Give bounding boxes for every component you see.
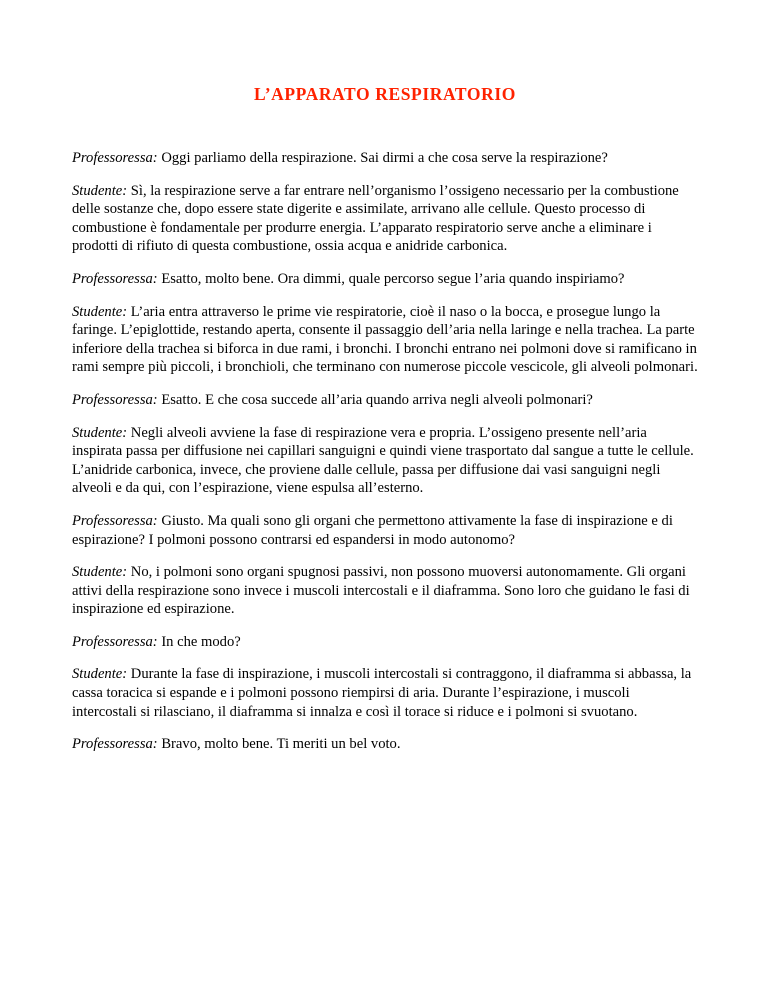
dialogue xyxy=(72,149,698,768)
speaker-label: Studente: xyxy=(72,424,128,441)
dialogue-paragraph xyxy=(72,512,698,549)
paragraph-text: Negli alveoli avviene la fase di respirazione vera e propria. L’ossigeno presente nell’aria inspirata passa per diffusione nei capillari sanguigni e quindi viene trasportato dal sangue a tutte le cellule. L’anidride carbonica, invece, che proviene dalle cellule, passa per diffusione dai vasi sanguigni negli alveoli e da qui, con l’espirazione, viene espulsa all’esterno. xyxy=(72,424,694,497)
speaker-label: Studente: xyxy=(72,182,128,199)
paragraph-text: Esatto. E che cosa succede all’aria quando arriva negli alveoli polmonari? xyxy=(157,391,593,408)
dialogue-paragraph xyxy=(72,303,698,377)
document-title: L’APPARATO RESPIRATORIO xyxy=(254,84,516,104)
speaker-label: Studente: xyxy=(72,303,128,320)
paragraph-text: In che modo? xyxy=(157,633,241,650)
dialogue-paragraph xyxy=(72,149,698,168)
speaker-label: Studente: xyxy=(72,666,128,683)
speaker-label: Professoressa: xyxy=(72,736,158,753)
dialogue-paragraph xyxy=(72,182,698,256)
speaker-label: Studente: xyxy=(72,564,128,581)
paragraph-text: L’aria entra attraverso le prime vie respiratorie, cioè il naso o la bocca, e prosegue lungo la faringe. L’epiglottide, restando aperta, consente il passaggio dell’aria nella laringe e nella trachea. La parte inferiore della trachea si biforca in due rami, i bronchi. I bronchi entrano nei polmoni dove si ramificano in rami sempre più piccoli, i bronchioli, che terminano con numerose piccole vescicole, gli alveoli polmonari. xyxy=(72,303,698,376)
paragraph-text: No, i polmoni sono organi spugnosi passivi, non possono muoversi autonomamente. Gli organi attivi della respirazione sono invece i muscoli intercostali e il diaframma. Sono loro che guidano le fasi di inspirazione ed espirazione. xyxy=(72,564,690,618)
dialogue-paragraph xyxy=(72,424,698,498)
paragraph-text: Durante la fase di inspirazione, i muscoli intercostali si contraggono, il diaframma si abbassa, la cassa toracica si espande e i polmoni possono riempirsi di aria. Durante l’espirazione, i muscoli intercostali si rilasciano, il diaframma si innalza e così il torace si riduce e i polmoni si svuotano. xyxy=(72,666,692,720)
speaker-label: Professoressa: xyxy=(72,512,158,529)
speaker-label: Professoressa: xyxy=(72,633,158,650)
dialogue-paragraph xyxy=(72,391,698,410)
dialogue-paragraph xyxy=(72,633,698,652)
dialogue-paragraph xyxy=(72,270,698,289)
paragraph-text: Oggi parliamo della respirazione. Sai dirmi a che cosa serve la respirazione? xyxy=(157,150,608,166)
paragraph-text: Esatto, molto bene. Ora dimmi, quale percorso segue l’aria quando inspiriamo? xyxy=(157,270,625,287)
paragraph-text: Sì, la respirazione serve a far entrare nell’organismo l’ossigeno necessario per la combustione delle sostanze che, dopo essere state digerite e assimilate, arrivano alle cellule. Questo processo di combustione è fondamentale per produrre energia. L’apparato respiratorio serve anche a eliminare i prodotti di rifiuto di questa combustione, ossia acqua e anidride carbonica. xyxy=(72,182,679,255)
dialogue-paragraph xyxy=(72,563,698,619)
paragraph-text: Giusto. Ma quali sono gli organi che permettono attivamente la fase di inspirazione e di espirazione? I polmoni possono contrarsi ed espandersi in modo autonomo? xyxy=(72,512,673,548)
speaker-label: Professoressa: xyxy=(72,270,158,287)
dialogue-paragraph xyxy=(72,735,698,754)
speaker-label: Professoressa: xyxy=(72,391,158,408)
dialogue-paragraph xyxy=(72,665,698,721)
speaker-label: Professoressa: xyxy=(72,150,158,166)
paragraph-text: Bravo, molto bene. Ti meriti un bel voto. xyxy=(157,736,401,753)
